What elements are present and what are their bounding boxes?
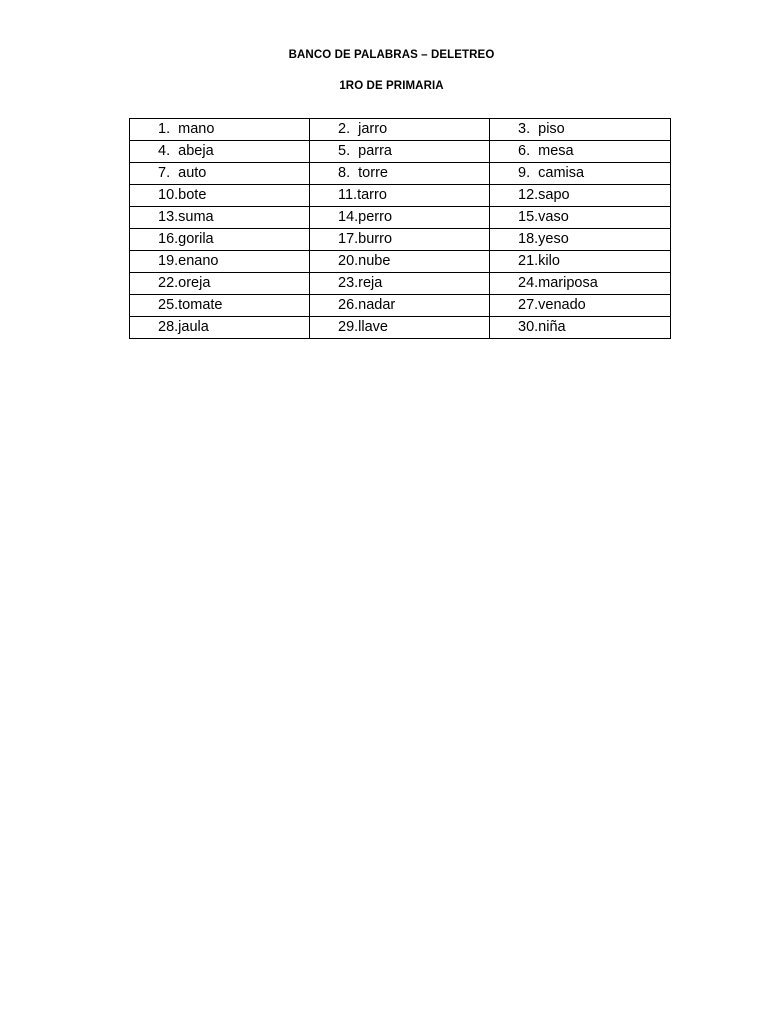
word-cell: 18.yeso xyxy=(490,229,671,251)
word-cell: 12.sapo xyxy=(490,185,671,207)
table-row xyxy=(130,207,671,229)
document-subtitle: 1RO DE PRIMARIA xyxy=(339,80,444,92)
word-cell: 30.niña xyxy=(490,317,671,339)
word-cell: 25.tomate xyxy=(130,295,310,317)
word-cell: 21.kilo xyxy=(490,251,671,273)
word-cell: 17.burro xyxy=(310,229,490,251)
word-cell: 15.vaso xyxy=(490,207,671,229)
word-cell: 5. parra xyxy=(310,141,490,163)
word-cell: 13.suma xyxy=(130,207,310,229)
word-cell: 29.llave xyxy=(310,317,490,339)
word-cell: 10.bote xyxy=(130,185,310,207)
word-cell: 8. torre xyxy=(310,163,490,185)
table-row xyxy=(130,119,671,141)
table-row xyxy=(130,163,671,185)
word-cell: 7. auto xyxy=(130,163,310,185)
word-cell: 26.nadar xyxy=(310,295,490,317)
word-cell: 3. piso xyxy=(490,119,671,141)
table-row xyxy=(130,317,671,339)
word-cell: 23.reja xyxy=(310,273,490,295)
table-row xyxy=(130,251,671,273)
word-cell: 16.gorila xyxy=(130,229,310,251)
word-cell: 14.perro xyxy=(310,207,490,229)
table-row xyxy=(130,185,671,207)
word-cell: 22.oreja xyxy=(130,273,310,295)
word-cell: 28.jaula xyxy=(130,317,310,339)
word-cell: 4. abeja xyxy=(130,141,310,163)
word-bank-table xyxy=(129,118,671,339)
table-row xyxy=(130,229,671,251)
word-cell: 6. mesa xyxy=(490,141,671,163)
word-cell: 20.nube xyxy=(310,251,490,273)
word-cell: 19.enano xyxy=(130,251,310,273)
word-cell: 11.tarro xyxy=(310,185,490,207)
document-title: BANCO DE PALABRAS – DELETREO xyxy=(288,49,495,61)
table-row xyxy=(130,273,671,295)
table-row xyxy=(130,295,671,317)
word-cell: 24.mariposa xyxy=(490,273,671,295)
table-row xyxy=(130,141,671,163)
word-cell: 2. jarro xyxy=(310,119,490,141)
word-cell: 1. mano xyxy=(130,119,310,141)
word-cell: 9. camisa xyxy=(490,163,671,185)
word-cell: 27.venado xyxy=(490,295,671,317)
